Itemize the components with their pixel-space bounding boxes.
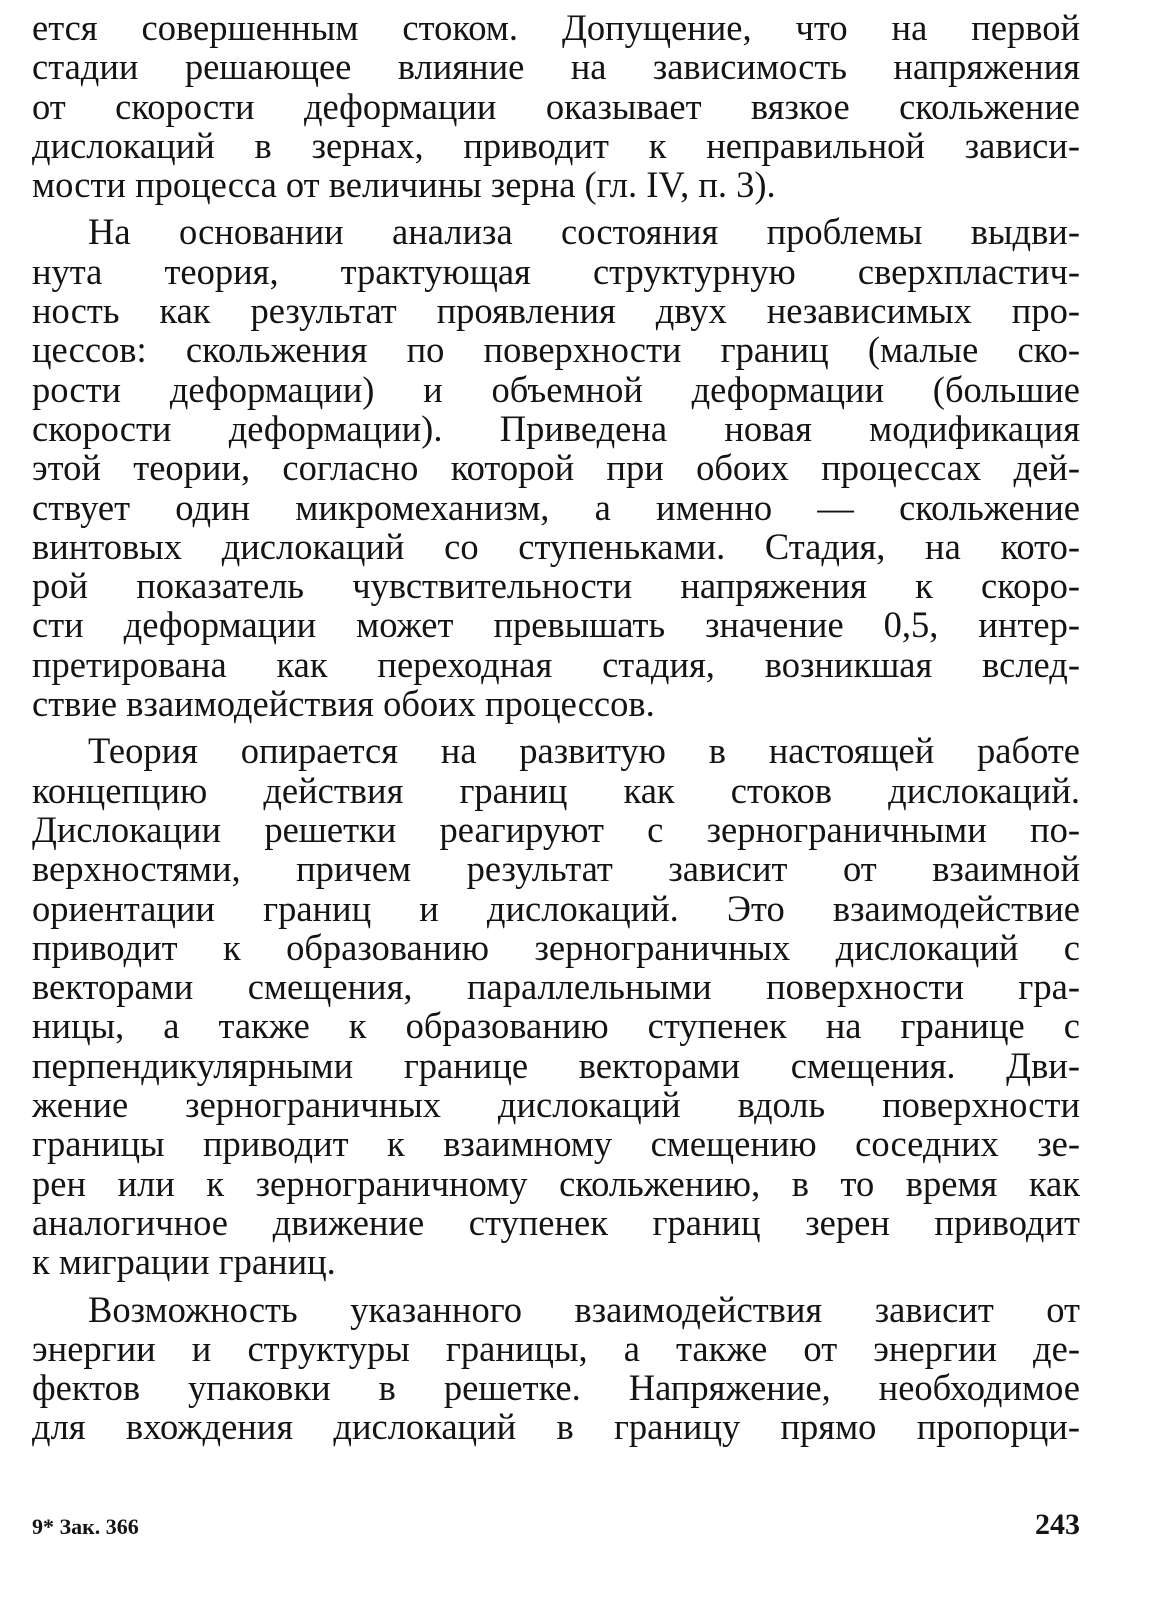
text-line: векторами смещения, параллельными поверхности гра- bbox=[32, 966, 1080, 1008]
text-line: цессов: скольжения по поверхности границ (малые ско- bbox=[32, 329, 1080, 371]
text-line: нута теория, трактующая структурную сверхпластич- bbox=[32, 250, 1080, 292]
text-line: верхностями, причем результат зависит от взаимной bbox=[32, 848, 1080, 890]
text-line: Возможность указанного взаимодействия зависит от bbox=[88, 1288, 1080, 1330]
page-footer bbox=[32, 1508, 1080, 1542]
text-line: от скорости деформации оказывает вязкое скольжение bbox=[32, 85, 1080, 127]
text-line: мости процесса от величины зерна (гл. IV, п. 3). bbox=[32, 164, 776, 206]
text-line: для вхождения дислокаций в границу прямо пропорци- bbox=[32, 1406, 1080, 1448]
text-line: ствует один микромеханизм, а именно — скольжение bbox=[32, 486, 1080, 528]
text-line: фектов упаковки в решетке. Напряжение, необходимое bbox=[32, 1367, 1080, 1409]
text-line: жение зернограничных дислокаций вдоль поверхности bbox=[32, 1084, 1080, 1126]
text-line: этой теории, согласно которой при обоих процессах дей- bbox=[32, 447, 1080, 489]
text-line: ориентации границ и дислокаций. Это взаимодействие bbox=[32, 887, 1080, 929]
paragraph-4 bbox=[32, 1290, 1080, 1447]
text-line: винтовых дислокаций со ступеньками. Стадия, на кото- bbox=[32, 525, 1080, 567]
page-body bbox=[32, 8, 1080, 1447]
paragraph-3 bbox=[32, 731, 1080, 1281]
text-line: претирована как переходная стадия, возникшая вслед- bbox=[32, 643, 1080, 685]
text-line: стадии решающее влияние на зависимость напряжения bbox=[32, 46, 1080, 88]
text-line: приводит к образованию зернограничных дислокаций с bbox=[32, 926, 1080, 968]
text-line: перпендикулярными границе векторами смещения. Дви- bbox=[32, 1044, 1080, 1086]
text-line: ницы, а также к образованию ступенек на границе с bbox=[32, 1005, 1080, 1047]
text-line: рости деформации) и объемной деформации (большие bbox=[32, 368, 1080, 410]
text-line: Теория опирается на развитую в настоящей работе bbox=[88, 730, 1080, 772]
paragraph-2 bbox=[32, 212, 1080, 723]
text-line: сти деформации может превышать значение 0,5, интер- bbox=[32, 604, 1080, 646]
text-line: ность как результат проявления двух независимых про- bbox=[32, 290, 1080, 332]
text-line: концепцию действия границ как стоков дислокаций. bbox=[32, 769, 1080, 811]
text-line: Дислокации решетки реагируют с зернограничными по- bbox=[32, 808, 1080, 850]
text-line: рен или к зернограничному скольжению, в то время как bbox=[32, 1162, 1080, 1204]
page-number: 243 bbox=[1035, 1508, 1080, 1541]
text-line: границы приводит к взаимному смещению соседних зе- bbox=[32, 1123, 1080, 1165]
text-line: скорости деформации). Приведена новая модификация bbox=[32, 407, 1080, 449]
text-line: энергии и структуры границы, а также от энергии де- bbox=[32, 1327, 1080, 1369]
text-line: ется совершенным стоком. Допущение, что на первой bbox=[32, 7, 1080, 48]
printer-signature: 9* Зак. 366 bbox=[32, 1514, 139, 1539]
text-line: ствие взаимодействия обоих процессов. bbox=[32, 683, 655, 725]
paragraph-1 bbox=[32, 8, 1080, 204]
text-line: к миграции границ. bbox=[32, 1241, 336, 1283]
text-line: аналогичное движение ступенек границ зерен приводит bbox=[32, 1201, 1080, 1243]
text-line: На основании анализа состояния проблемы выдви- bbox=[88, 211, 1080, 253]
text-line: рой показатель чувствительности напряжения к скоро- bbox=[32, 565, 1080, 607]
text-line: дислокаций в зернах, приводит к неправильной зависи- bbox=[32, 124, 1080, 166]
